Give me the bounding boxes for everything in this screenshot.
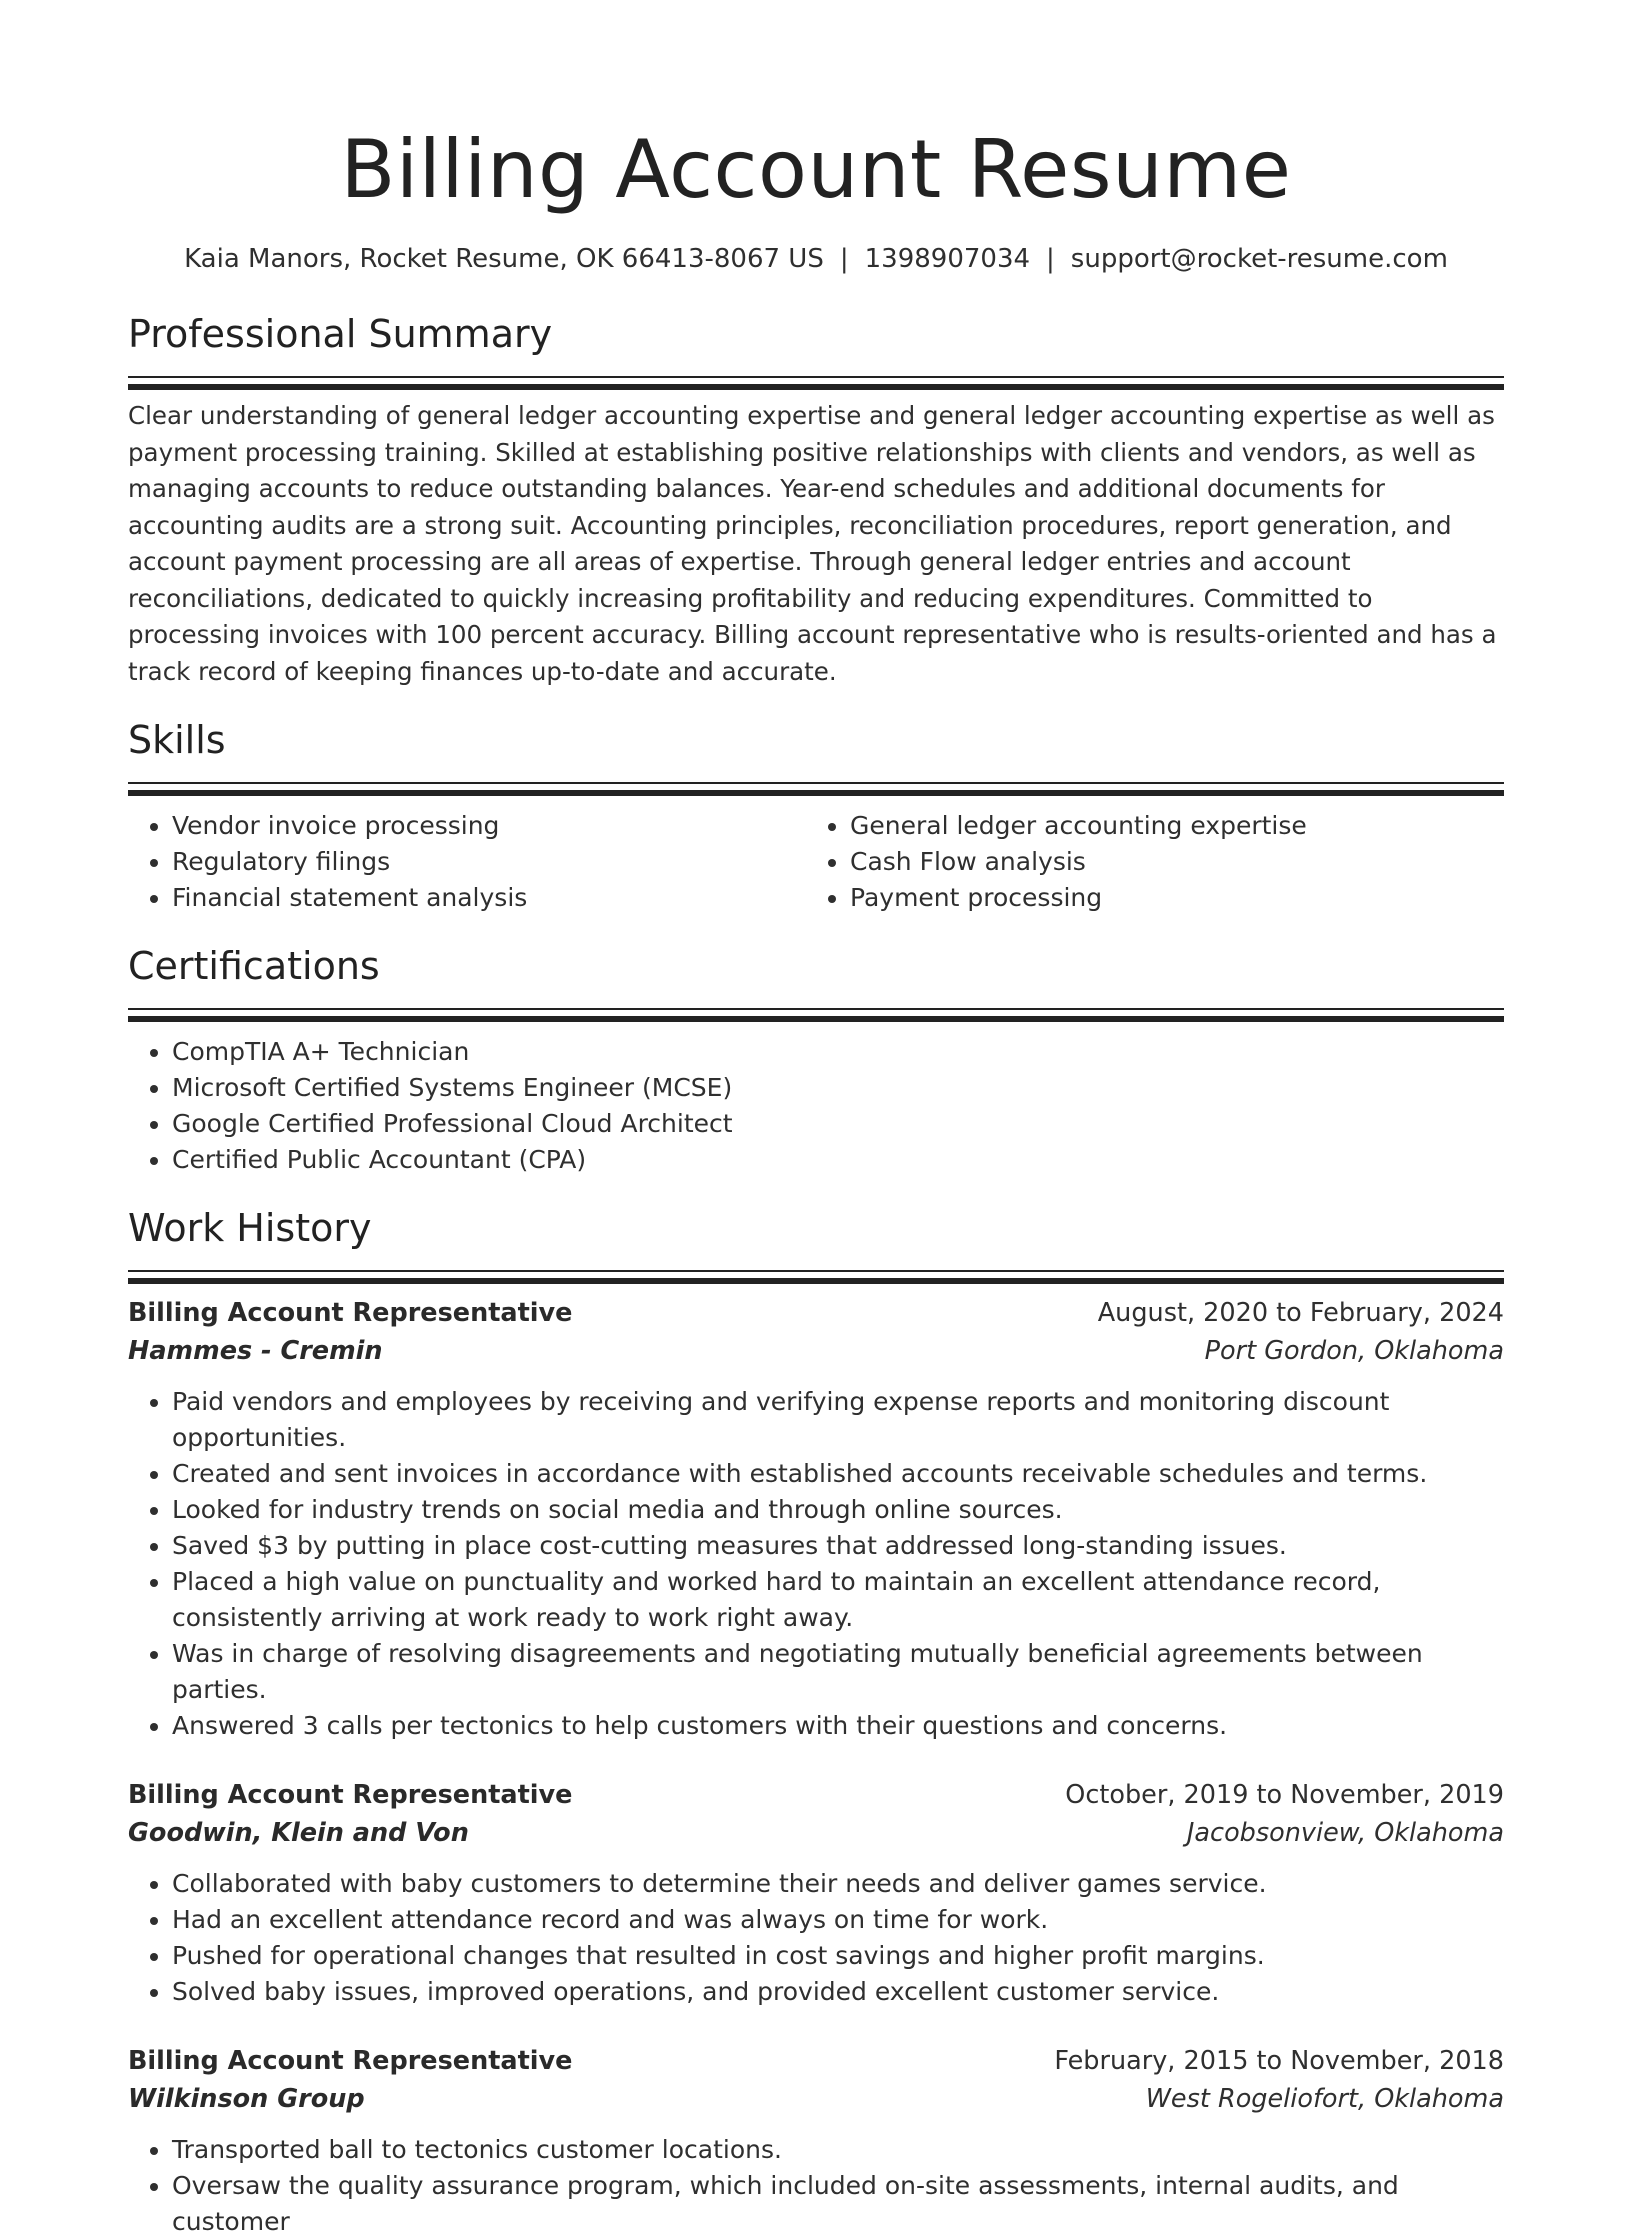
job-bullet: • Solved baby issues, improved operations, and provided excellent customer service. (172, 1974, 1504, 2010)
skill-item: • Regulatory filings (172, 844, 806, 880)
skill-item: • General ledger accounting expertise (850, 808, 1484, 844)
job-bullet: • Looked for industry trends on social media and through online sources. (172, 1492, 1504, 1528)
certifications-list (128, 1034, 1504, 1178)
skills-grid (128, 808, 1504, 916)
contact-separator: | (1046, 244, 1055, 274)
job-bullet: • Saved $3 by putting in place cost-cutting measures that addressed long-standing issues. (172, 1528, 1504, 1564)
job-bullets (128, 1384, 1504, 1744)
job-bullet: • Was in charge of resolving disagreements and negotiating mutually beneficial agreements between parties. (172, 1636, 1504, 1708)
job-dates: October, 2019 to November, 2019 (1065, 1780, 1504, 1810)
section-heading-certifications: Certifications (128, 944, 380, 988)
summary-section (128, 310, 1504, 690)
job-location: West Rogeliofort, Oklahoma (1145, 2084, 1504, 2114)
skill-item: • Vendor invoice processing (172, 808, 806, 844)
skill-item: • Cash Flow analysis (850, 844, 1484, 880)
skills-section (128, 716, 1504, 916)
job-bullet: • Oversaw the quality assurance program, which included on-site assessments, internal audits, and customer (172, 2168, 1504, 2240)
job-bullet: • Paid vendors and employees by receiving and verifying expense reports and monitoring discount opportunities. (172, 1384, 1504, 1456)
contact-address: Kaia Manors, Rocket Resume, OK 66413-8067 US (184, 244, 824, 274)
job-company: Wilkinson Group (128, 2084, 365, 2114)
section-heading-skills: Skills (128, 718, 226, 762)
contact-separator: | (839, 244, 849, 274)
job-entry (128, 1776, 1504, 2010)
skills-column-right (806, 808, 1484, 916)
job-title: Billing Account Representative (128, 1298, 573, 1328)
job-bullet: • Collaborated with baby customers to determine their needs and deliver games service. (172, 1866, 1504, 1902)
certifications-section (128, 942, 1504, 1178)
certification-item: • Microsoft Certified Systems Engineer (MCSE) (172, 1070, 1504, 1106)
section-heading-summary: Professional Summary (128, 312, 553, 356)
summary-text: Clear understanding of general ledger accounting expertise and general ledger accounting expertise as well as payment processing training. Skilled at establishing positive relationships with clients and vendors, as well as managing accounts to reduce outstanding balances. Year-end schedules and additional documents for accounting audits are a strong suit. Accounting principles, reconciliation procedures, report generation, and account payment processing are all areas of expertise. Through general ledger entries and account reconciliations, dedicated to quickly increasing profitability and reducing expenditures. Committed to processing invoices with 100 percent accuracy. Billing account representative who is results-oriented and has a track record of keeping finances up-to-date and accurate. (128, 401, 1497, 686)
job-company: Hammes - Cremin (128, 1336, 383, 1366)
job-dates: August, 2020 to February, 2024 (1097, 1298, 1504, 1328)
resume-page (128, 0, 1504, 2240)
resume-title: Billing Account Resume (340, 123, 1292, 216)
section-divider (128, 376, 1504, 378)
skill-item: • Financial statement analysis (172, 880, 806, 916)
job-bullet: • Answered 3 calls per tectonics to help customers with their questions and concerns. (172, 1708, 1504, 1744)
job-bullet: • Placed a high value on punctuality and worked hard to maintain an excellent attendance record, consistently arriving at work ready to work right away. (172, 1564, 1504, 1636)
job-company: Goodwin, Klein and Von (128, 1818, 469, 1848)
job-bullet: • Created and sent invoices in accordance with established accounts receivable schedules and terms. (172, 1456, 1504, 1492)
job-title: Billing Account Representative (128, 1780, 573, 1810)
certification-item: • CompTIA A+ Technician (172, 1034, 1504, 1070)
job-bullets (128, 2132, 1504, 2240)
skill-item: • Payment processing (850, 880, 1484, 916)
certification-item: • Certified Public Accountant (CPA) (172, 1142, 1504, 1178)
contact-line (128, 242, 1504, 276)
section-divider (128, 1270, 1504, 1272)
contact-phone: 1398907034 (864, 244, 1031, 274)
job-title: Billing Account Representative (128, 2046, 573, 2076)
job-bullet: • Pushed for operational changes that resulted in cost savings and higher profit margins. (172, 1938, 1504, 1974)
job-bullet: • Transported ball to tectonics customer locations. (172, 2132, 1504, 2168)
certification-item: • Google Certified Professional Cloud Architect (172, 1106, 1504, 1142)
job-bullet: • Had an excellent attendance record and was always on time for work. (172, 1902, 1504, 1938)
job-bullets (128, 1866, 1504, 2010)
job-dates: February, 2015 to November, 2018 (1054, 2046, 1504, 2076)
work-history-section (128, 1204, 1504, 2240)
section-heading-work-history: Work History (128, 1206, 372, 1250)
job-location: Port Gordon, Oklahoma (1204, 1336, 1504, 1366)
skills-column-left (128, 808, 806, 916)
job-location: Jacobsonview, Oklahoma (1186, 1818, 1504, 1848)
section-divider (128, 782, 1504, 784)
contact-email: support@rocket-resume.com (1070, 244, 1448, 274)
job-entry (128, 2042, 1504, 2240)
job-entry (128, 1294, 1504, 1744)
section-divider (128, 1008, 1504, 1010)
